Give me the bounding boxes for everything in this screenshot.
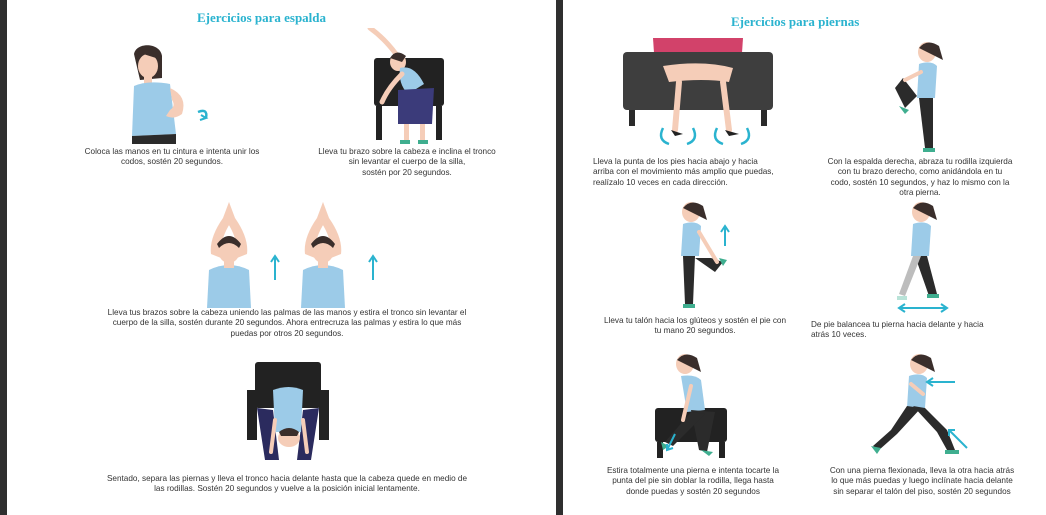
caption-leg-ex1 — [593, 157, 806, 188]
caption-leg-ex5 — [585, 466, 801, 497]
illustration-side-bend — [362, 28, 462, 146]
caption-line: De pie balancea tu pierna hacia delante y hacia — [811, 320, 984, 329]
caption-line: otra pierna. — [899, 187, 941, 197]
caption-leg-ex3 — [587, 316, 803, 337]
caption-line: tu mano 20 segundos. — [654, 326, 736, 336]
caption-line: realízalo 10 veces en cada dirección. — [593, 177, 728, 187]
illustration-feet-circles — [623, 38, 773, 150]
caption-line: Lleva tu brazo sobre la cabeza e inclina el tronco — [318, 147, 496, 156]
illustration-hands-on-waist — [122, 44, 222, 144]
caption-line: Lleva la punta de los pies hacia abajo y hacia — [593, 157, 758, 166]
page-piernas — [562, 0, 1046, 515]
caption-ex3 — [52, 308, 522, 339]
caption-line: codo, sostén 10 segundos, y haz lo mismo con la — [830, 177, 1010, 187]
illustration-quad-stretch — [671, 198, 741, 310]
illustration-lunge-stretch — [863, 350, 983, 462]
caption-line: sin separar el talón del piso, sostén 20 segundos — [833, 486, 1011, 496]
illustration-seated-hamstring — [651, 350, 751, 462]
caption-line: Sentado, separa las piernas y lleva el tronco hacia delante hasta que la cabeza quede en medio de — [106, 474, 468, 483]
illustration-leg-swing — [891, 198, 961, 316]
illustration-forward-bend — [243, 360, 335, 470]
illustration-knee-hug — [885, 38, 955, 156]
caption-line: atrás 10 veces. — [811, 330, 867, 340]
caption-line: Coloca las manos en tu cintura e intenta unir los — [84, 147, 260, 156]
caption-line: lo que más puedas y luego inclínate hacia delante — [831, 476, 1013, 486]
caption-line: puedas por otros 20 segundos. — [230, 328, 344, 338]
caption-line: arriba con el movimiento más amplio que puedas, — [593, 167, 774, 177]
caption-line: punta del pie sin doblar la rodilla, llega hasta — [612, 476, 774, 486]
caption-line: Con una pierna flexionada, lleva la otra hacia atrás — [829, 466, 1015, 475]
caption-line: donde puedas y sostén 20 segundos — [626, 486, 760, 496]
caption-line: Lleva tus brazos sobre la cabeza uniendo las palmas de las manos y estira el tronco sin levantar el — [107, 308, 467, 317]
caption-line: sostén por 20 segundos. — [362, 167, 452, 177]
caption-leg-ex4 — [811, 320, 1027, 341]
caption-line: cuerpo de la silla, sostén durante 20 segundos. Ahora entrecruza las palmas y estira lo que más — [112, 318, 462, 328]
caption-line: Estira totalmente una pierna e intenta tocarte la — [606, 466, 780, 475]
caption-line: sin levantar el cuerpo de la silla, — [348, 157, 466, 167]
caption-ex4 — [52, 474, 522, 495]
caption-line: con tu brazo derecho, como anidándola en tu — [837, 167, 1003, 177]
caption-leg-ex6 — [811, 466, 1033, 497]
caption-line: Con la espalda derecha, abraza tu rodilla izquierda — [827, 157, 1013, 166]
illustration-arms-overhead — [197, 198, 397, 308]
caption-leg-ex2 — [809, 157, 1031, 198]
caption-line: codos, sostén 20 segundos. — [121, 157, 223, 167]
section-title-piernas: Ejercicios para piernas — [731, 14, 860, 29]
caption-ex2 — [287, 147, 527, 178]
section-title-espalda: Ejercicios para espalda — [197, 10, 327, 25]
caption-line: las rodillas. Sostén 20 segundos y vuelve a la posición inicial lentamente. — [154, 484, 420, 494]
caption-line: Lleva tu talón hacia los glúteos y sostén el pie con — [603, 316, 787, 325]
caption-ex1 — [52, 147, 292, 168]
